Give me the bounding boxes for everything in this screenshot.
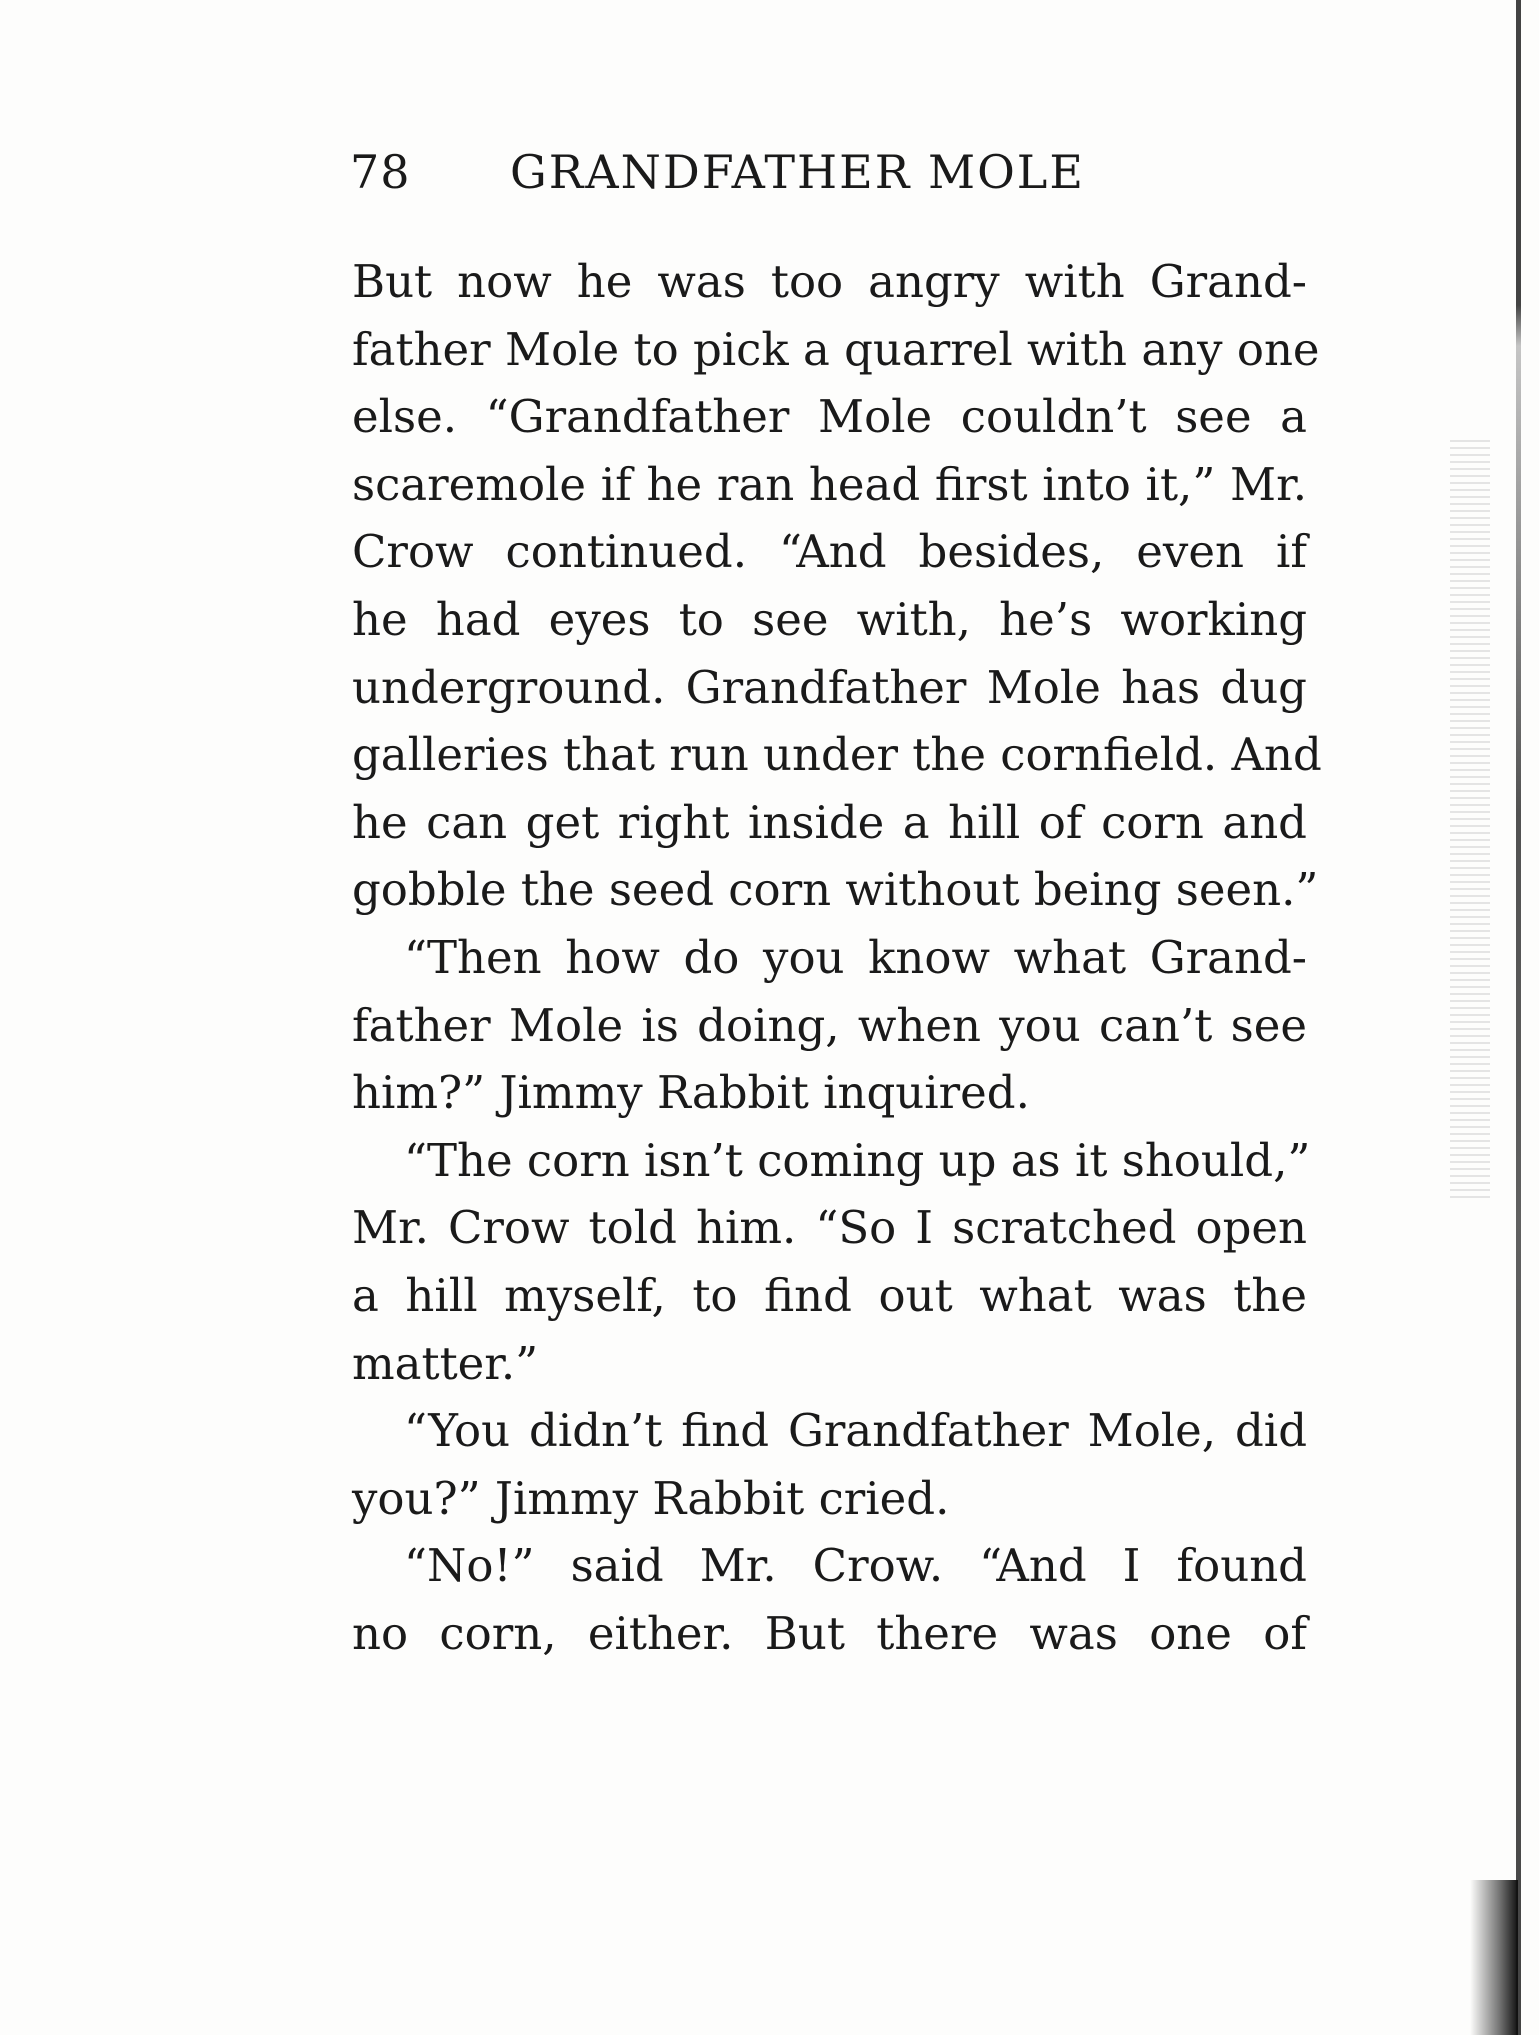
binding-edge (1516, 0, 1521, 2035)
page-number: 78 (350, 145, 411, 199)
text-line: him?” Jimmy Rabbit inquired. (352, 1066, 1030, 1120)
text-line: “No!” said Mr. Crow. “And I found (404, 1539, 1307, 1593)
text-line: gobble the seed corn without being seen.” (352, 863, 1319, 917)
text-line: father Mole to pick a quarrel with any one (352, 322, 1320, 376)
running-title: GRANDFATHER MOLE (510, 145, 1085, 199)
scan-speckle (1450, 440, 1490, 1200)
text-line: galleries that run under the cornfield. And (352, 728, 1322, 782)
binding-shadow (1470, 1880, 1518, 2035)
text-line: he can get right inside a hill of corn and (352, 795, 1307, 849)
text-line: father Mole is doing, when you can’t see (352, 998, 1307, 1052)
text-line: he had eyes to see with, he’s working (352, 592, 1307, 646)
text-line: scaremole if he ran head first into it,” Mr. (352, 457, 1307, 511)
text-line: no corn, either. But there was one of (352, 1606, 1307, 1660)
text-line: “You didn’t find Grandfather Mole, did (404, 1404, 1307, 1458)
text-line: “Then how do you know what Grand- (404, 930, 1307, 984)
text-line: a hill myself, to find out what was the (352, 1268, 1307, 1322)
text-line: else. “Grandfather Mole couldn’t see a (352, 390, 1307, 444)
body-text (352, 248, 1322, 1667)
text-line: underground. Grandfather Mole has dug (352, 660, 1307, 714)
text-line: “The corn isn’t coming up as it should,” (404, 1133, 1311, 1187)
running-header (350, 145, 1150, 199)
text-line: But now he was too angry with Grand- (352, 255, 1307, 308)
text-line: Mr. Crow told him. “So I scratched open (352, 1201, 1307, 1255)
text-line: you?” Jimmy Rabbit cried. (352, 1471, 950, 1525)
text-line: matter.” (352, 1336, 539, 1390)
text-line: Crow continued. “And besides, even if (352, 525, 1307, 579)
